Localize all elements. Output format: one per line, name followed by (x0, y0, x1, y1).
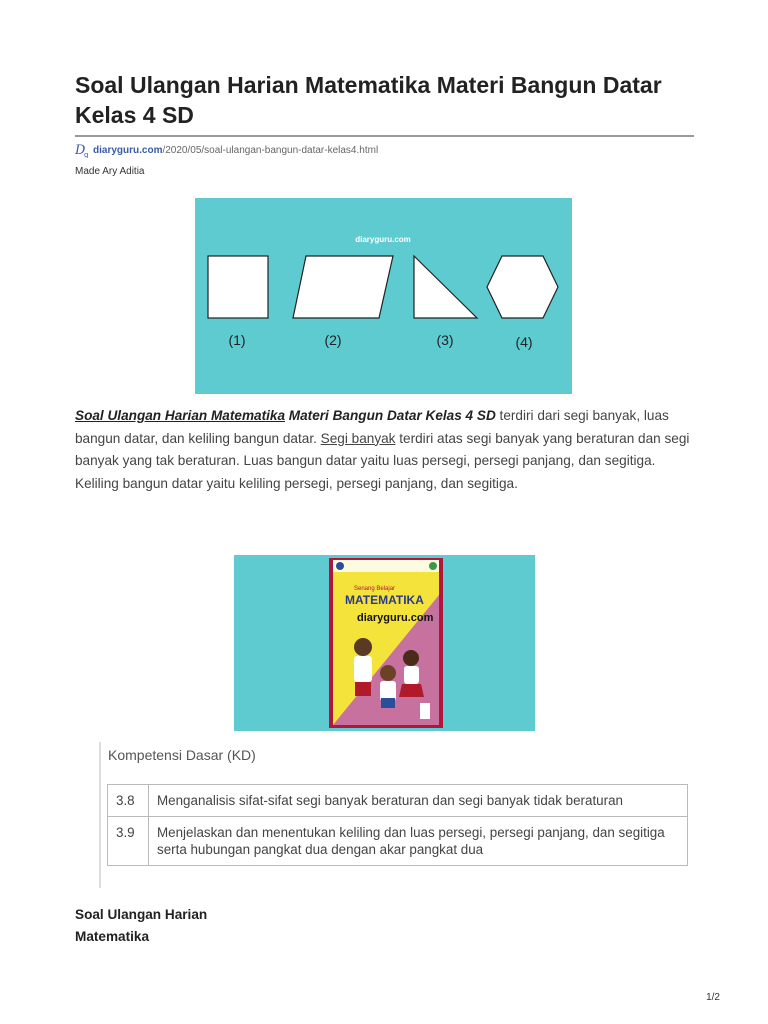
article-link[interactable]: Soal Ulangan Harian Matematika (75, 408, 286, 423)
shape-label-1: (1) (228, 332, 246, 348)
kd-description: Menjelaskan dan menentukan keliling dan luas persegi, persegi panjang, dan segitiga serta hubungan pangkat dua dengan akar pangkat dua (149, 817, 688, 866)
kd-table (107, 784, 688, 866)
shape-label-2: (2) (324, 332, 342, 348)
square-shape (208, 256, 268, 318)
hexagon-shape (487, 256, 558, 318)
svg-text:D: D (75, 143, 86, 158)
kd-number: 3.8 (108, 785, 149, 817)
intro-paragraph (75, 405, 690, 495)
table-row (108, 785, 688, 817)
section-heading-line-1: Soal Ulangan Harian (75, 907, 208, 922)
kd-heading: Kompetensi Dasar (KD) (108, 747, 256, 763)
title-divider (75, 135, 694, 137)
table-row (108, 817, 688, 866)
source-domain[interactable]: diaryguru.com (93, 144, 163, 156)
book-title-text: MATEMATIKA (345, 593, 424, 607)
intro-text-2: terdiri atas segi banyak yang beraturan dan segi banyak yang tak beraturan. Luas bangun datar yaitu luas persegi, persegi panjang, dan segitiga. Keliling bangun datar yaitu keliling persegi, persegi panjang, dan segitiga. (75, 430, 690, 491)
parallelogram-shape (293, 256, 393, 318)
kd-description: Menganalisis sifat-sifat segi banyak beraturan dan segi banyak tidak beraturan (149, 785, 688, 817)
source-link[interactable] (75, 140, 378, 160)
child-1-shorts (355, 682, 371, 696)
shape-label-3: (3) (436, 332, 454, 348)
section-heading (75, 904, 375, 948)
article-title: Soal Ulangan Harian Matematika Materi Bangun Datar Kelas 4 SD (75, 72, 662, 128)
book-header-strip (333, 560, 439, 572)
shapes-figure (195, 198, 572, 394)
segi-banyak-link[interactable]: Segi banyak (320, 430, 396, 446)
page-number: 1/2 (706, 992, 720, 1003)
source-path[interactable]: /2020/05/soal-ulangan-bangun-datar-kelas4.html (162, 144, 379, 156)
book-series-text: Senang Belajar (354, 586, 396, 592)
child-3-body (404, 666, 419, 684)
book-emblem-icon-2 (429, 562, 437, 570)
kd-number: 3.9 (108, 817, 149, 866)
svg-text:g: g (84, 151, 89, 158)
book-watermark: diaryguru.com (357, 612, 434, 624)
child-2-book (381, 698, 395, 708)
child-1-body (354, 656, 372, 682)
book-class-badge (420, 703, 430, 719)
kd-quote-block (99, 742, 691, 888)
intro-text-1: terdiri dari segi banyak, luas bangun datar, dan keliling bangun datar. (75, 408, 669, 446)
book-emblem-icon (336, 562, 344, 570)
child-2-head (380, 665, 396, 681)
shapes-watermark: diaryguru.com (355, 235, 411, 244)
section-heading-line-2: Matematika (75, 929, 150, 944)
diaryguru-logo-icon (75, 142, 91, 158)
child-3-skirt (399, 684, 424, 697)
book-cover-figure (234, 555, 535, 731)
shape-label-4: (4) (515, 334, 533, 350)
intro-bold-text: Materi Bangun Datar Kelas 4 SD (285, 408, 496, 423)
child-1-head (354, 638, 372, 656)
author-name: Made Ary Aditia (75, 166, 145, 177)
child-3-head (403, 650, 419, 666)
